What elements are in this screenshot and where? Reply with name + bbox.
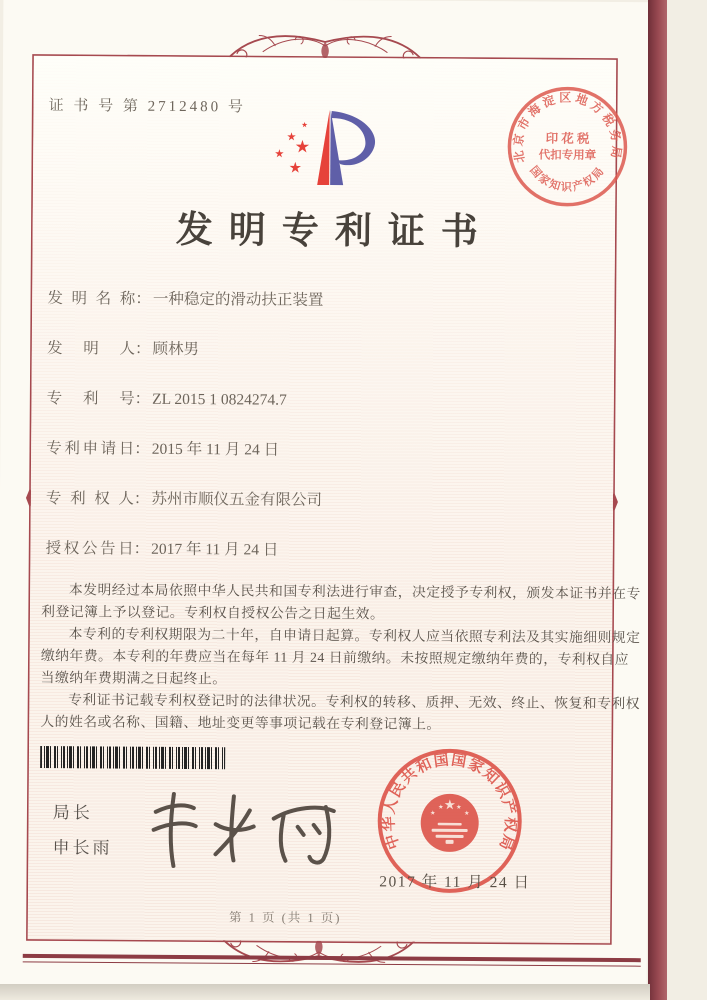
field-invention-name xyxy=(47,288,612,314)
cnipa-patent-logo-icon xyxy=(257,106,388,189)
field-colon: ： xyxy=(134,440,150,458)
certificate-title: 发明专利证书 xyxy=(175,209,494,254)
field-filing-date xyxy=(46,438,611,464)
field-value: 顾林男 xyxy=(152,340,200,359)
legal-paragraph-3: 专利证书记载专利权登记时的法律状况。专利权的转移、质押、无效、终止、恢复和专利权人的姓名或名称、国籍、地址变更等事项记载在专利登记簿上。 xyxy=(40,692,641,733)
certificate-number: 证 书 号 第 2712480 号 xyxy=(48,98,247,116)
field-value: 2015 年 11 月 24 日 xyxy=(151,440,280,459)
signature-handwriting xyxy=(127,784,348,881)
page-number: 第 1 页 (共 1 页) xyxy=(228,910,342,926)
field-patent-number xyxy=(47,388,612,414)
field-label: 发明人 xyxy=(46,340,136,358)
director-name-label: 申长雨 xyxy=(52,838,113,858)
tax-stamp-bottom-text: 国家知识产权局 xyxy=(527,164,608,194)
field-colon: ： xyxy=(135,290,151,308)
tax-stamp-top-text: 北京市海淀区地方税务局 xyxy=(510,90,624,164)
field-colon: ： xyxy=(134,340,151,358)
field-label: 专利申请日 xyxy=(46,440,135,458)
field-value: 苏州市顺仪五金有限公司 xyxy=(151,490,323,509)
barcode xyxy=(40,746,225,769)
field-grant-date xyxy=(46,538,611,564)
svg-text:国家知识产权局 xyxy=(527,163,607,194)
seal-date: 2017 年 11 月 24 日 xyxy=(379,873,531,892)
legal-paragraph-1: 本发明经过本局依照中华人民共和国专利法进行审查，决定授予专利权，颁发本证书并在专利登记簿上予以登记。专利权自授权公告之日起生效。 xyxy=(41,582,641,622)
field-colon: ： xyxy=(134,390,151,408)
field-colon: ： xyxy=(133,490,150,508)
tax-stamp-center-line2: 代扣专用章 xyxy=(538,149,597,162)
page-bottom-shadow xyxy=(0,984,650,1000)
field-label: 专利权人 xyxy=(45,490,135,508)
field-colon: ： xyxy=(133,540,150,558)
book-cover-edge xyxy=(648,0,667,1000)
field-label: 专利号 xyxy=(46,390,135,408)
seal-ring-text: 中华人民共和国国家知识产权局 xyxy=(381,752,519,854)
field-label: 授权公告日 xyxy=(45,540,134,558)
field-value: 一种稳定的滑动扶正装置 xyxy=(152,290,324,309)
field-value: 2017 年 11 月 24 日 xyxy=(151,540,279,559)
tax-stamp-center-line1: 印 花 税 xyxy=(545,131,590,146)
legal-paragraph-2: 本专利的专利权期限为二十年，自申请日起算。专利权人应当依照专利法及其实施细则规定缴纳年费。本专利的年费应当在每年 11 月 24 日前缴纳。未按照规定缴纳年费的，专利权自应当缴纳年费期满之日起终止。 xyxy=(40,626,641,687)
certificate-fields xyxy=(45,288,612,592)
field-value: ZL 2015 1 0824274.7 xyxy=(152,390,287,409)
field-label: 发明名称 xyxy=(47,290,136,308)
field-patentee xyxy=(46,488,611,514)
national-emblem xyxy=(421,794,479,852)
director-role-label: 局长 xyxy=(52,803,93,823)
legal-text xyxy=(40,579,643,738)
field-inventor xyxy=(47,338,612,364)
logo-wedges xyxy=(317,110,375,185)
logo-stars xyxy=(275,122,309,173)
photo-right-margin xyxy=(667,0,707,1000)
stamp-duty-seal xyxy=(503,82,632,211)
